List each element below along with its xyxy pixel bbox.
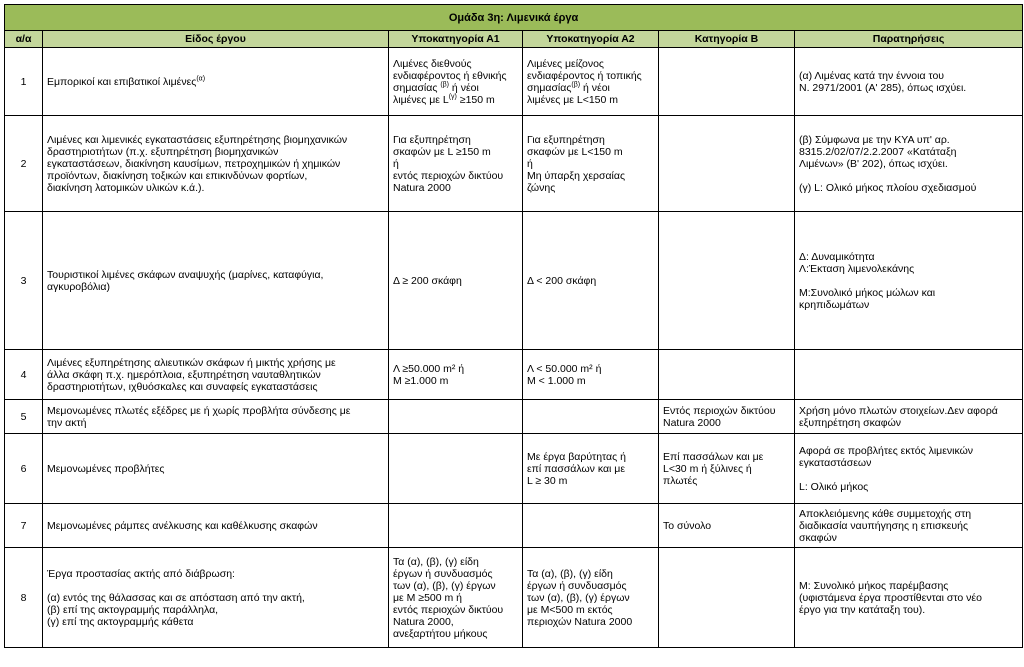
subcategory-a1-cell [389,400,523,434]
cell-text-line: έργων ή συνδυασμός [393,567,493,580]
cell-text-line: Με έργα βαρύτητας ή [527,450,626,463]
cell-text-line: Natura 2000, [393,615,454,628]
table-row [5,548,1023,648]
subcategory-a1-cell [389,212,523,350]
cell-text-line: Αφορά σε προβλήτες εκτός λιμενικών [799,444,974,457]
cell-text-line: Natura 2000 [393,181,451,194]
row-number: 6 [5,434,43,504]
cell-text-line: εντός περιοχών δικτύου [393,603,504,616]
remarks-cell [795,400,1023,434]
cell-text-line: σκαφών με L ≥150 m [393,145,491,158]
table-row [5,350,1023,400]
subcategory-a1-cell [389,548,523,648]
cell-text-line: εντός περιοχών δικτύου [393,169,504,182]
header-category-b: Κατηγορία Β [659,31,795,48]
cell-text-line: ανεξαρτήτου μήκους [393,627,488,640]
table-title: Ομάδα 3η: Λιμενικά έργα [5,5,1023,31]
cell-text-line: Μεμονωμένες ράμπες ανέλκυσης και καθέλκυσης σκαφών [47,519,318,532]
subcategory-a2-cell [523,548,659,648]
cell-text-line: δραστηριοτήτων (π.χ. εξυπηρέτηση βιομηχανικών [47,145,279,158]
category-b-cell [659,212,795,350]
cell-text-line: Έργα προστασίας ακτής από διάβρωση: [47,567,235,580]
table-row [5,504,1023,548]
cell-text-line: Λιμένες διεθνούς [393,57,472,70]
project-type-cell [43,400,389,434]
cell-text-line: αγκυροβόλια) [47,280,110,293]
category-b-cell [659,350,795,400]
remarks-cell [795,350,1023,400]
cell-text-line: (α) εντός της θάλασσας και σε απόσταση από την ακτή, [47,591,305,604]
cell-text-line: διακίνηση λατομικών υλικών κ.ά.). [47,181,205,194]
subcategory-a1-cell [389,434,523,504]
row-number: 1 [5,48,43,116]
cell-text-line: Μ ≥1.000 m [393,374,449,387]
cell-text-line: Αποκλειόμενης κάθε συμμετοχής στη [799,507,972,520]
cell-text-line: περιοχών Natura 2000 [527,615,633,628]
project-type-cell [43,48,389,116]
subcategory-a1-cell [389,116,523,212]
subcategory-a2-cell [523,48,659,116]
cell-text-line: L<30 m ή ξύλινες ή [663,462,752,475]
cell-text-line: εγκαταστάσεων [799,456,872,469]
header-remarks: Παρατηρήσεις [795,31,1023,48]
cell-text-line: Μ: Συνολικό μήκος παρέμβασης [799,579,949,592]
cell-text-line: L: Ολικό μήκος [799,480,869,493]
cell-text-line: (α) Λιμένας κατά την έννοια του [799,69,945,82]
cell-text-line: προϊόντων, διακίνηση τοξικών και επικινδύνων φορτίων, [47,169,308,182]
table-row [5,400,1023,434]
cell-text-line: Λ < 50.000 m² ή [527,362,602,375]
cell-text-line: με Μ<500 m εκτός [527,603,613,616]
cell-text-line [799,275,1018,287]
header-serial: α/α [5,31,43,48]
subcategory-a2-cell [523,116,659,212]
category-b-cell [659,48,795,116]
cell-text-line: διαδικασία ναυπήγησης η επισκευής [799,519,969,532]
subcategory-a1-cell [389,48,523,116]
cell-text-line: κρηπιδωμάτων [799,298,870,311]
project-type-cell [43,434,389,504]
cell-text-line: των (α), (β), (γ) έργων [393,579,496,592]
cell-text-line: Natura 2000 [663,416,721,429]
remarks-cell [795,48,1023,116]
cell-text-line: Δ: Δυναμικότητα [799,250,875,263]
subcategory-a2-cell [523,350,659,400]
category-b-cell [659,400,795,434]
cell-text-line: Λ ≥50.000 m² ή [393,362,465,375]
cell-text-line [799,170,1018,182]
subcategory-a2-cell [523,434,659,504]
cell-text-line: ή [393,157,399,170]
cell-text-line: Μεμονωμένες πλωτές εξέδρες με ή χωρίς προβλήτα σύνδεσης με [47,404,351,417]
cell-text-line: άλλα σκάφη π.χ. ημερόπλοια, εξυπηρέτηση ναυταθλητικών [47,368,321,381]
header-subcategory-a2: Υποκατηγορία Α2 [523,31,659,48]
category-b-cell [659,548,795,648]
cell-text-line: ενδιαφέροντος ή εθνικής [393,69,507,82]
cell-text-line: Το σύνολο [663,519,712,532]
remarks-cell [795,548,1023,648]
subcategory-a1-cell [389,350,523,400]
table-row [5,212,1023,350]
cell-text-line: Για εξυπηρέτηση [527,133,605,146]
cell-text-line: Δ < 200 σκάφη [527,274,597,287]
project-type-cell [43,212,389,350]
cell-text-line: έργων ή συνδυασμός [527,579,627,592]
cell-text-line: Μ < 1.000 m [527,374,586,387]
cell-text-line: Για εξυπηρέτηση [393,133,471,146]
cell-text-line: Τα (α), (β), (γ) είδη [527,567,613,580]
remarks-cell [795,504,1023,548]
cell-text-line [799,469,1018,481]
cell-text-line: εγκαταστάσεων, διακίνηση καυσίμων, πετροχημικών ή χημικών [47,157,341,170]
project-type-cell [43,548,389,648]
cell-text-line: με Μ ≥500 m ή [393,591,463,604]
cell-text-line: 8315.2/02/07/2.2.2007 «Κατάταξη [799,145,957,158]
cell-text-line: δραστηριοτήτων, ιχθυόσκαλες και συναφείς εγκαταστάσεις [47,380,318,393]
table-row [5,116,1023,212]
cell-text-line: (γ) L: Ολικό μήκος πλοίου σχεδιασμού [799,181,977,194]
cell-text-line [47,580,384,592]
cell-text-line: πλωτές [663,474,698,487]
cell-text-line: Τα (α), (β), (γ) είδη [393,555,479,568]
cell-text-line: λιμένες με $L^{(\gamma)} \ge 150$ m [393,93,495,106]
cell-text-line: (γ) επί της ακτογραμμής κάθετα [47,615,194,628]
cell-text-line: N. 2971/2001 (Α' 285), όπως ισχύει. [799,81,967,94]
remarks-cell [795,116,1023,212]
cell-text-line: Χρήση μόνο πλωτών στοιχείων.Δεν αφορά [799,404,998,417]
row-number: 5 [5,400,43,434]
table-row [5,48,1023,116]
project-type-cell [43,116,389,212]
cell-text-line: Επί πασσάλων και με [663,450,764,463]
cell-text-line: ζώνης [527,181,556,194]
cell-text-line: L ≥ 30 m [527,474,568,487]
row-number: 7 [5,504,43,548]
cell-text-line: έργο για την κατάταξη του). [799,603,926,616]
row-number: 3 [5,212,43,350]
cell-text-line: Εντός περιοχών δικτύου [663,404,776,417]
cell-text-line: ή [527,157,533,170]
remarks-cell [795,434,1023,504]
cell-text-line: Δ ≥ 200 σκάφη [393,274,462,287]
cell-text-line: (β) Σύμφωνα με την ΚΥΑ υπ' αρ. [799,133,950,146]
cell-text-line: Λιμένες και λιμενικές εγκαταστάσεις εξυπηρέτησης βιομηχανικών [47,133,348,146]
cell-text-line: Λιμένων» (Β' 202), όπως ισχύει. [799,157,948,170]
row-number: 4 [5,350,43,400]
cell-text-line: (υφιστάμενα έργα προστίθενται στο νέο [799,591,982,604]
cell-text-line: την ακτή [47,416,87,429]
cell-text-line: σημασίας $^{(\beta)}$ ή νέοι [393,81,479,94]
cell-text-line: σημασίας$^{(\beta)}$ ή νέοι [527,81,610,94]
row-number: 2 [5,116,43,212]
subcategory-a2-cell [523,504,659,548]
header-subcategory-a1: Υποκατηγορία Α1 [389,31,523,48]
subcategory-a1-cell [389,504,523,548]
cell-text-line: Μη ύπαρξη χερσαίας [527,169,626,182]
cell-text-line: σκαφών [799,531,837,544]
cell-text-line: (β) επί της ακτογραμμής παράλληλα, [47,603,219,616]
cell-text-line: λιμένες με L<150 m [527,93,619,106]
cell-text-line: επί πασσάλων και με [527,462,626,475]
category-b-cell [659,434,795,504]
cell-text-line: σκαφών με L<150 m [527,145,623,158]
cell-text-line: Μ:Συνολικό μήκος μώλων και [799,286,936,299]
row-number: 8 [5,548,43,648]
category-b-cell [659,504,795,548]
subcategory-a2-cell [523,400,659,434]
table-row [5,434,1023,504]
subcategory-a2-cell [523,212,659,350]
cell-text-line: εξυπηρέτηση σκαφών [799,416,902,429]
header-project-type: Είδος έργου [43,31,389,48]
cell-text-line: Τουριστικοί λιμένες σκάφων αναψυχής (μαρίνες, καταφύγια, [47,268,324,281]
cell-text-line: των (α), (β), (γ) έργων [527,591,630,604]
project-type-cell [43,504,389,548]
cell-text-line: Μεμονωμένες προβλήτες [47,462,165,475]
classification-table [4,4,1023,648]
project-type-cell [43,350,389,400]
remarks-cell [795,212,1023,350]
cell-text-line: Εμπορικοί και επιβατικοί λιμένες$^{(\alpha)}$ [47,75,206,88]
cell-text-line: Λιμένες εξυπηρέτησης αλιευτικών σκάφων ή μικτής χρήσης με [47,356,336,369]
category-b-cell [659,116,795,212]
cell-text-line: Λιμένες μείζονος [527,57,604,70]
cell-text-line: Λ:Έκταση λιμενολεκάνης [799,262,915,275]
cell-text-line: ενδιαφέροντος ή τοπικής [527,69,642,82]
